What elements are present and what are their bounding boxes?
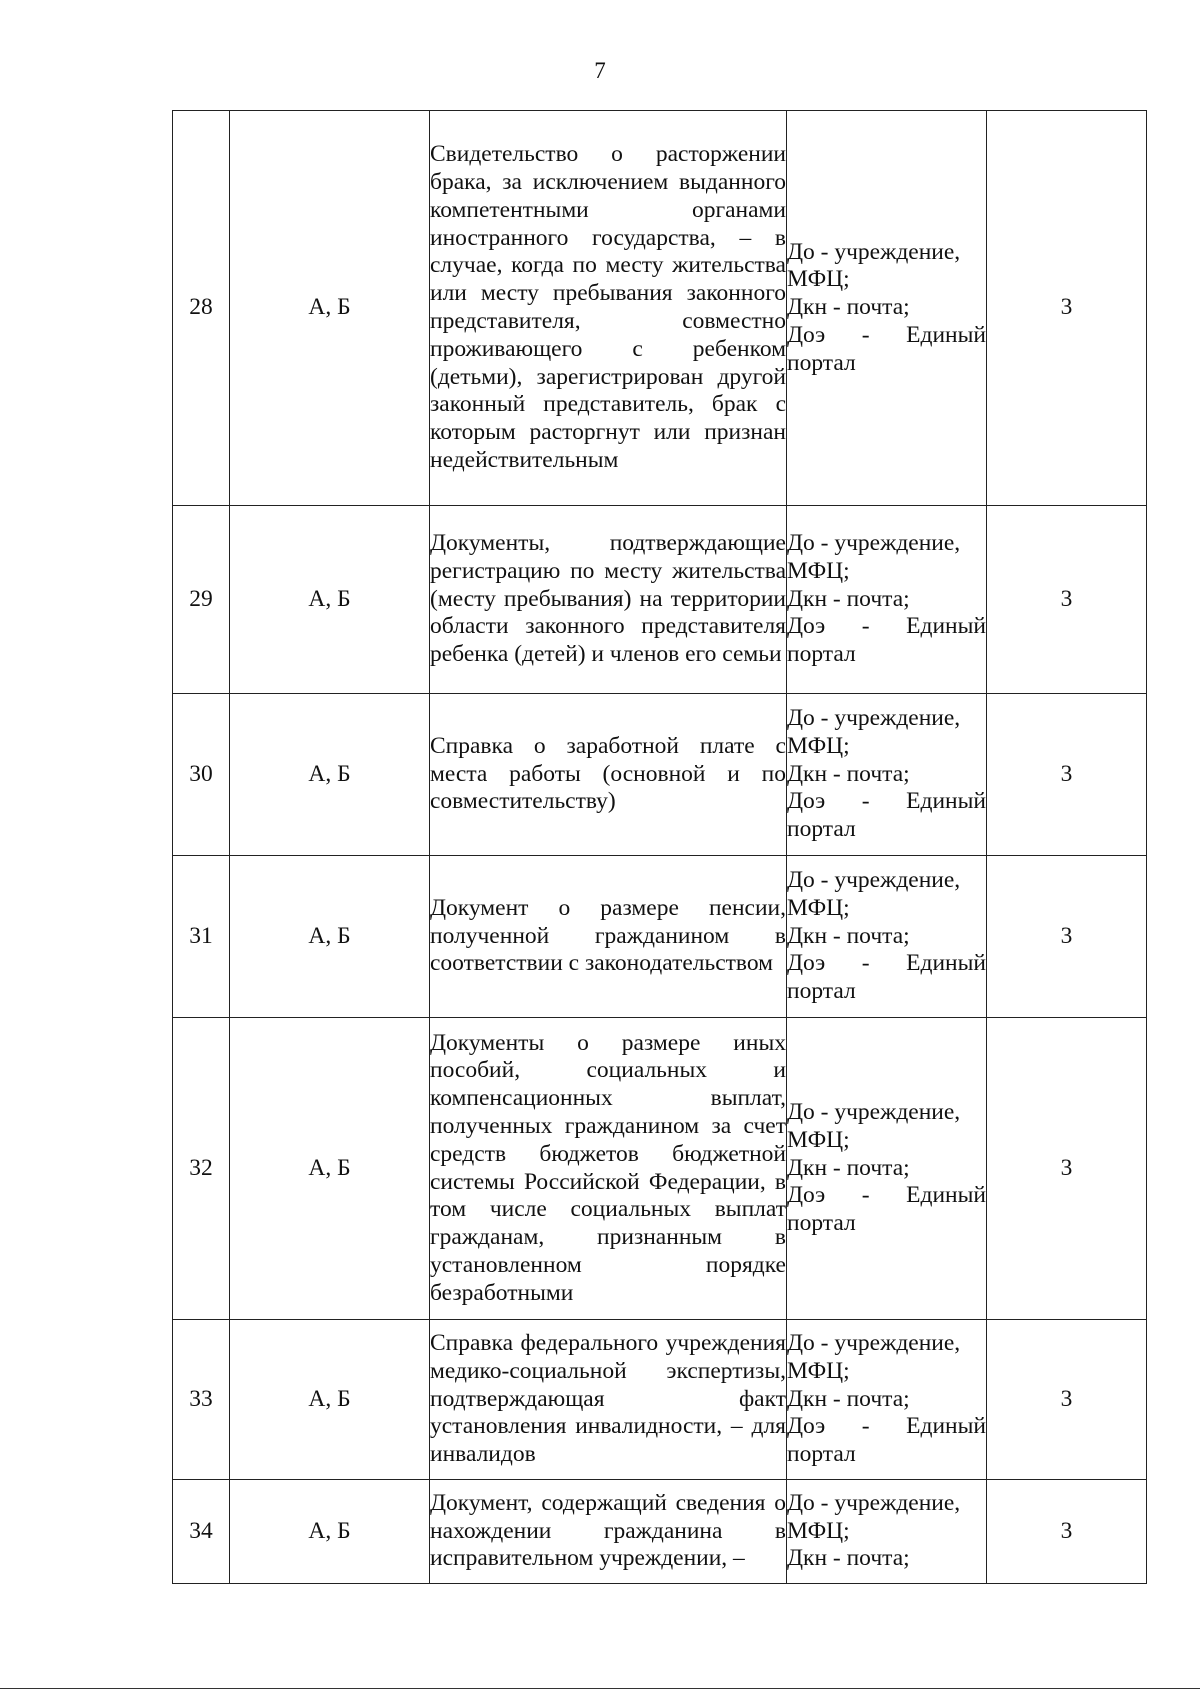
applicant-group: А, Б <box>230 506 430 694</box>
method-mail: Дкн - почта; <box>787 1154 910 1181</box>
method-portal: Доэ - Единый портал <box>787 950 986 1005</box>
document-description: Документ о размере пенсии, полученной гражданином в соответствии с законодательством <box>430 856 787 1018</box>
applicant-group: А, Б <box>230 694 430 856</box>
table-row <box>173 856 1147 1018</box>
method-mail: Дкн - почта; <box>787 294 910 321</box>
row-number: 30 <box>173 694 230 856</box>
document-description: Документы о размере иных пособий, социальных и компенсационных выплат, полученных гражданином за счет средств бюджетов бюджетной системы Российской Федерации, в том числе социальных выплат гражданам, признанным в установленном порядке безработными <box>430 1018 787 1320</box>
page-bottom-rule <box>0 1688 1200 1689</box>
method-mail: Дкн - почта; <box>787 760 910 787</box>
submission-methods <box>787 1320 987 1480</box>
document-description: Документы, подтверждающие регистрацию по месту жительства (месту пребывания) на территории области законного представителя ребенка (детей) и членов его семьи <box>430 506 787 694</box>
days-value: 3 <box>987 1018 1147 1320</box>
submission-methods <box>787 856 987 1018</box>
days-value: 3 <box>987 506 1147 694</box>
method-portal: Доэ - Единый портал <box>787 1413 986 1468</box>
document-description: Свидетельство о расторжении брака, за исключением выданного компетентными органами иностранного государства, – в случае, когда по месту жительства или месту пребывания законного представителя, совместно проживающего с ребенком (детьми), зарегистрирован другой законный представитель, брак с которым расторгнут или признан недействительным <box>430 111 787 506</box>
applicant-group: А, Б <box>230 1480 430 1584</box>
days-value: 3 <box>987 1320 1147 1480</box>
page-number: 7 <box>594 58 606 83</box>
row-number: 33 <box>173 1320 230 1480</box>
applicant-group: А, Б <box>230 856 430 1018</box>
table-row <box>173 694 1147 856</box>
document-description: Документ, содержащий сведения о нахождении гражданина в исправительном учреждении, – <box>430 1480 787 1584</box>
submission-methods <box>787 1480 987 1584</box>
table-row <box>173 1018 1147 1320</box>
days-value: 3 <box>987 1480 1147 1584</box>
method-mail: Дкн - почта; <box>787 1385 910 1412</box>
method-office: До - учреждение, МФЦ; <box>787 1489 961 1544</box>
days-value: 3 <box>987 111 1147 506</box>
row-number: 29 <box>173 506 230 694</box>
row-number: 31 <box>173 856 230 1018</box>
row-number: 32 <box>173 1018 230 1320</box>
method-office: До - учреждение, МФЦ; <box>787 1099 961 1153</box>
days-value: 3 <box>987 856 1147 1018</box>
submission-methods <box>787 694 987 856</box>
method-mail: Дкн - почта; <box>787 1545 910 1572</box>
table-row <box>173 111 1147 506</box>
document-description: Справка федерального учреждения медико-социальной экспертизы, подтверждающая факт установления инвалидности, – для инвалидов <box>430 1320 787 1480</box>
days-value: 3 <box>987 694 1147 856</box>
method-portal: Доэ - Единый портал <box>787 1182 986 1237</box>
submission-methods <box>787 506 987 694</box>
method-office: До - учреждение, МФЦ; <box>787 867 961 921</box>
applicant-group: А, Б <box>230 1320 430 1480</box>
table-row <box>173 1480 1147 1584</box>
submission-methods <box>787 1018 987 1320</box>
documents-table <box>172 110 1147 1584</box>
method-office: До - учреждение, МФЦ; <box>787 1330 961 1384</box>
table-row <box>173 1320 1147 1480</box>
table-row <box>173 506 1147 694</box>
document-description: Справка о заработной плате с места работы (основной и по совместительству) <box>430 694 787 856</box>
method-mail: Дкн - почта; <box>787 585 910 612</box>
method-portal: Доэ - Единый портал <box>787 613 986 668</box>
applicant-group: А, Б <box>230 111 430 506</box>
row-number: 34 <box>173 1480 230 1584</box>
method-office: До - учреждение, МФЦ; <box>787 530 961 584</box>
row-number: 28 <box>173 111 230 506</box>
method-office: До - учреждение, МФЦ; <box>787 705 961 759</box>
applicant-group: А, Б <box>230 1018 430 1320</box>
method-mail: Дкн - почта; <box>787 922 910 949</box>
method-portal: Доэ - Единый портал <box>787 788 986 843</box>
method-portal: Доэ - Единый портал <box>787 321 986 376</box>
submission-methods <box>787 111 987 506</box>
method-office: До - учреждение, МФЦ; <box>787 238 961 293</box>
